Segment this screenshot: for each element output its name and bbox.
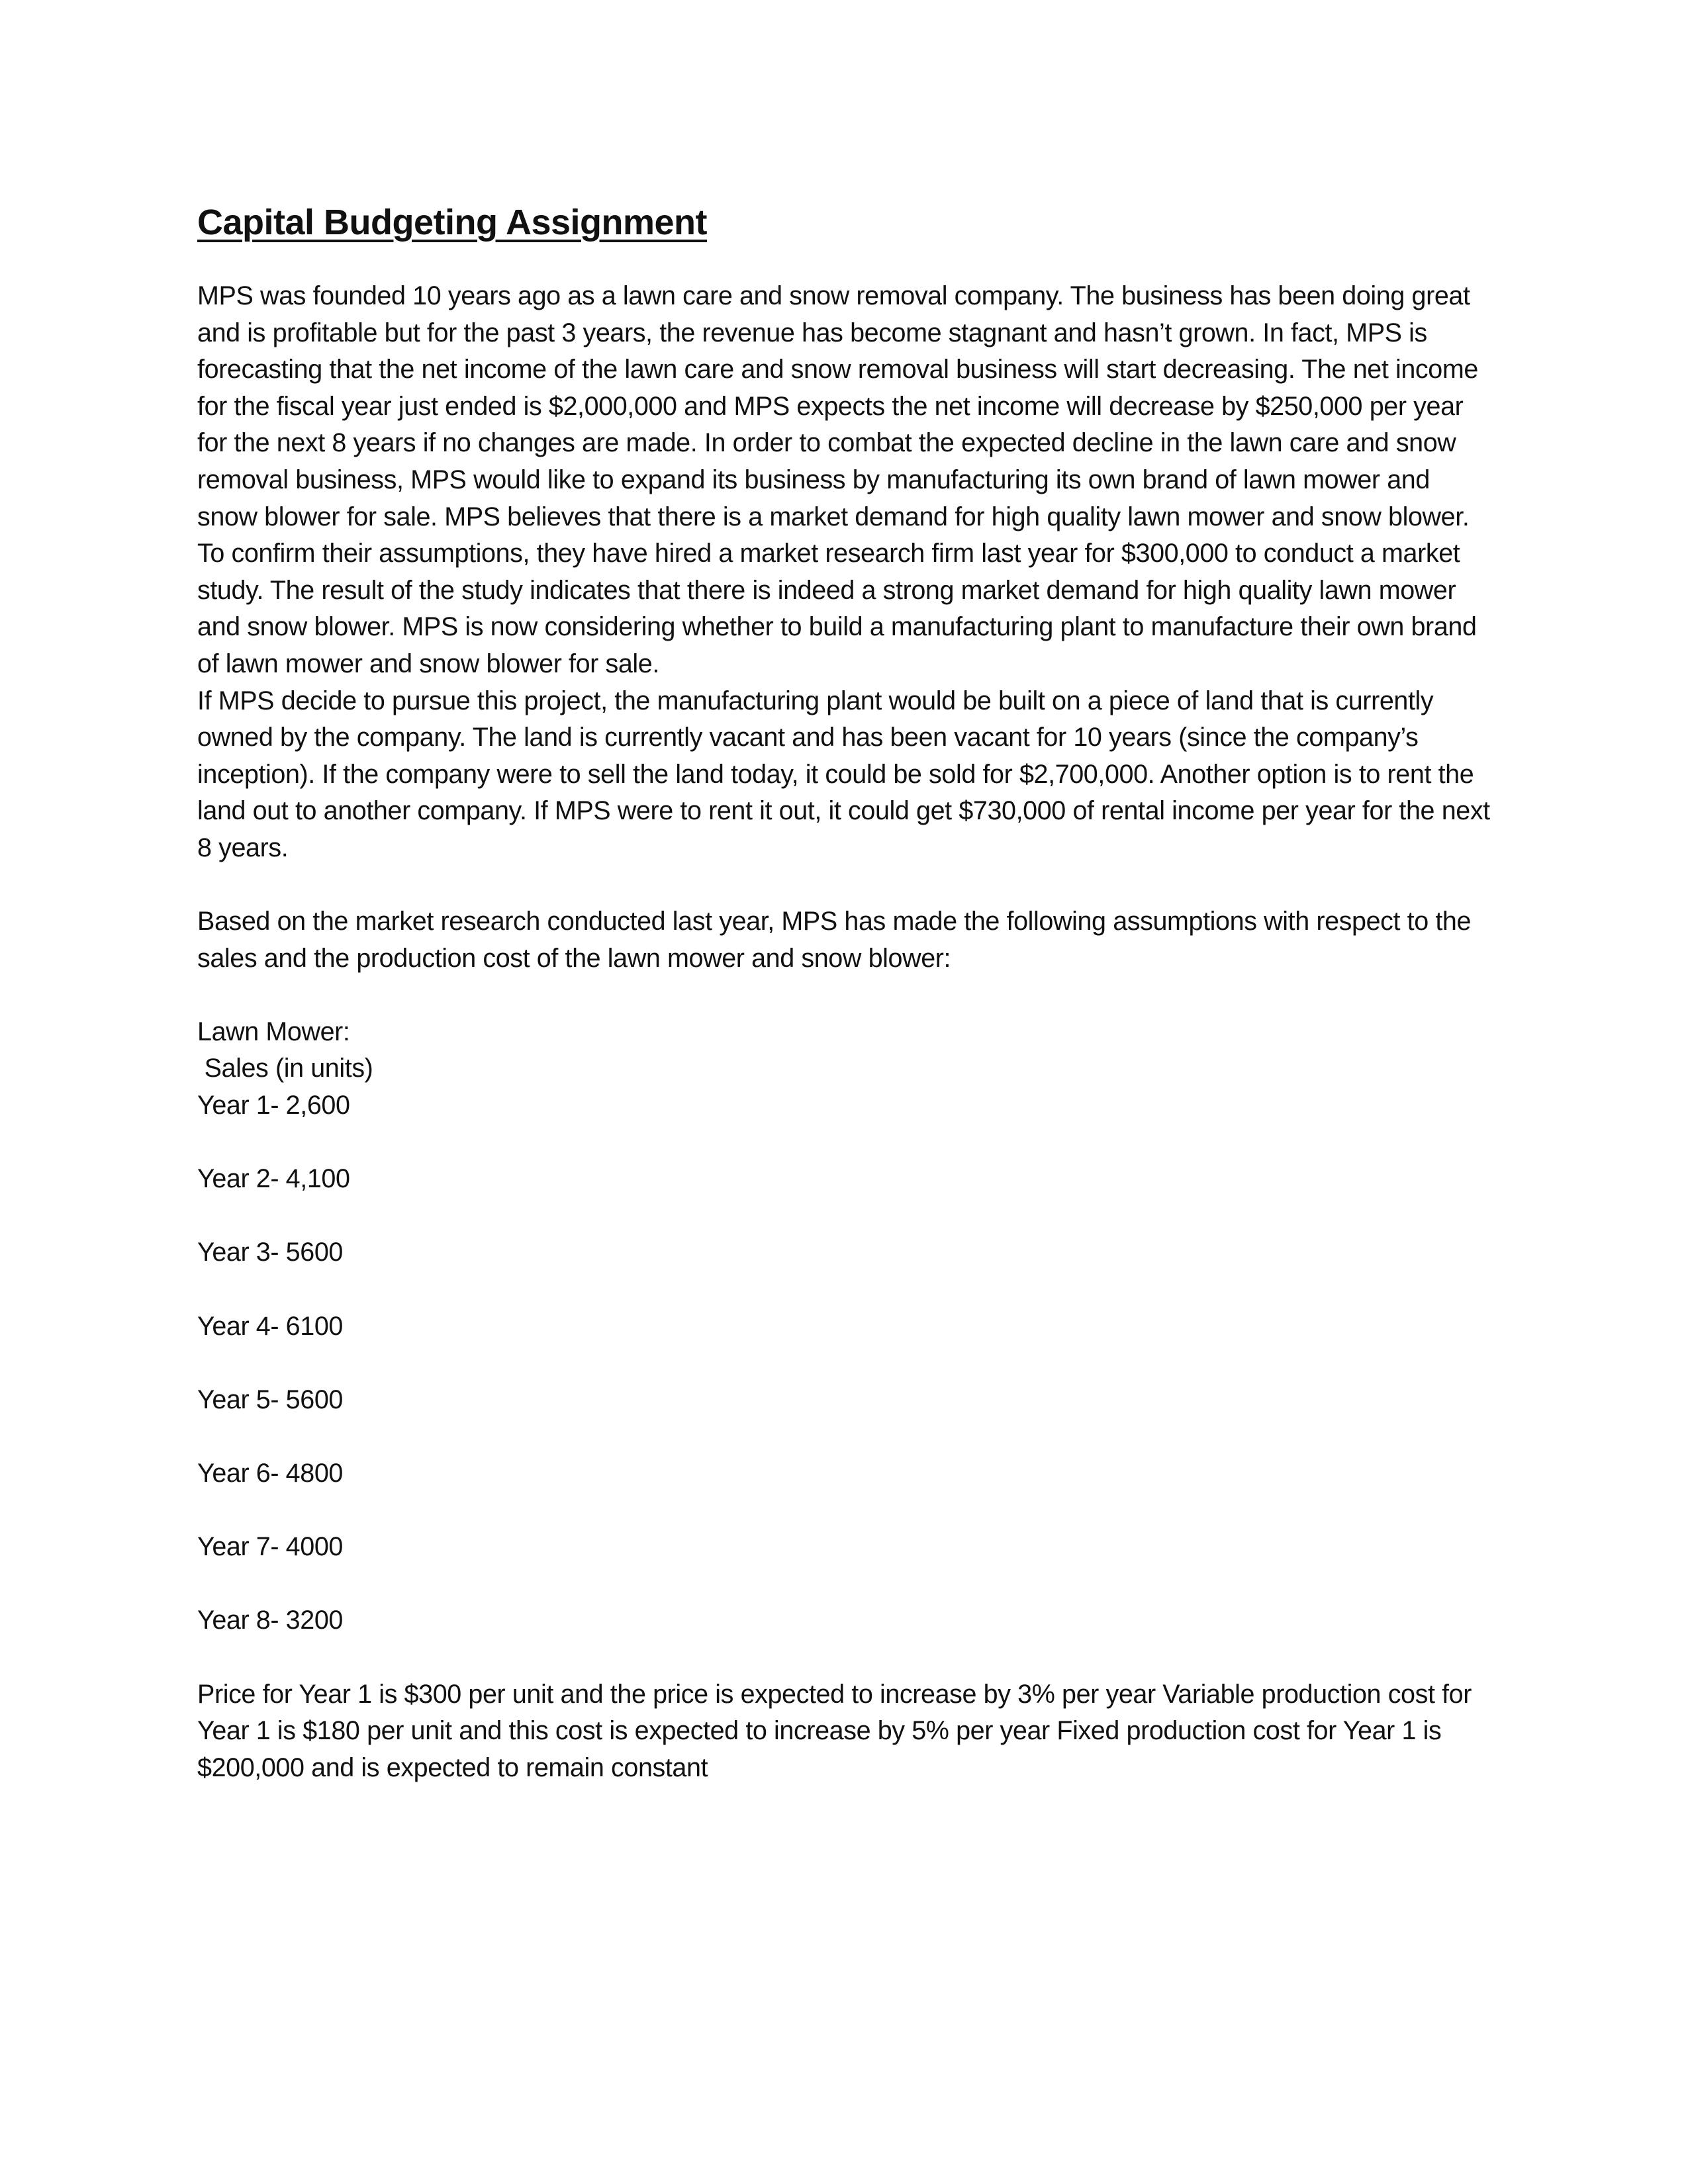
sales-year-1: Year 1- 2,600: [197, 1091, 350, 1120]
sales-year-6: Year 6- 4800: [197, 1459, 343, 1488]
sales-year-2: Year 2- 4,100: [197, 1164, 350, 1194]
sales-year-3: Year 3- 5600: [197, 1238, 343, 1267]
section-heading-lawn-mower: Lawn Mower:: [197, 1017, 350, 1046]
spacer: [197, 867, 1495, 904]
sales-year-4: Year 4- 6100: [197, 1311, 343, 1341]
paragraph-assumptions-intro: Based on the market research conducted last year, MPS has made the following assumptions with respect to the sales and the production cost of the lawn mower and snow blower:: [197, 907, 1472, 973]
sales-year-8: Year 8- 3200: [197, 1606, 343, 1635]
spacer: [197, 977, 1495, 1014]
sales-list: [197, 1087, 1495, 1639]
paragraph-price-cost: Price for Year 1 is $300 per unit and the price is expected to increase by 3% per year Variable production cost for Year 1 is $180 per unit and this cost is expected to increase by 5% per year Fixed production cost for Year 1 is $200,000 and is expected to remain constant: [197, 1679, 1472, 1782]
paragraph-land-options: If MPS decide to pursue this project, the manufacturing plant would be built on a piece of land that is currently owned by the company. The land is currently vacant and has been vacant for 10 years (since the company’s inception). If the company were to sell the land today, it could be sold for $2,700,000. Another option is to rent the land out to another company. If MPS were to rent it out, it could get $730,000 of rental income per year for the next 8 years.: [197, 686, 1490, 862]
paragraph-company-background: MPS was founded 10 years ago as a lawn care and snow removal company. The business has been doing great and is profitable but for the past 3 years, the revenue has become stagnant and hasn’t grown. In fact, MPS is forecasting that the net income of the lawn care and snow removal business will start decreasing. The net income for the fiscal year just ended is $2,000,000 and MPS expects the net income will decrease by $250,000 per year for the next 8 years if no changes are made. In order to combat the expected decline in the lawn care and snow removal business, MPS would like to expand its business by manufacturing its own brand of lawn mower and snow blower for sale. MPS believes that there is a market demand for high quality lawn mower and snow blower. To confirm their assumptions, they have hired a market research firm last year for $300,000 to conduct a market study. The result of the study indicates that there is indeed a strong market demand for high quality lawn mower and snow blower. MPS is now considering whether to build a manufacturing plant to manufacture their own brand of lawn mower and snow blower for sale.: [197, 281, 1478, 678]
sales-year-5: Year 5- 5600: [197, 1385, 343, 1414]
document-title: Capital Budgeting Assignment: [197, 203, 708, 242]
document-page: [197, 196, 1495, 1786]
sales-heading: Sales (in units): [197, 1054, 373, 1083]
sales-year-7: Year 7- 4000: [197, 1532, 343, 1562]
